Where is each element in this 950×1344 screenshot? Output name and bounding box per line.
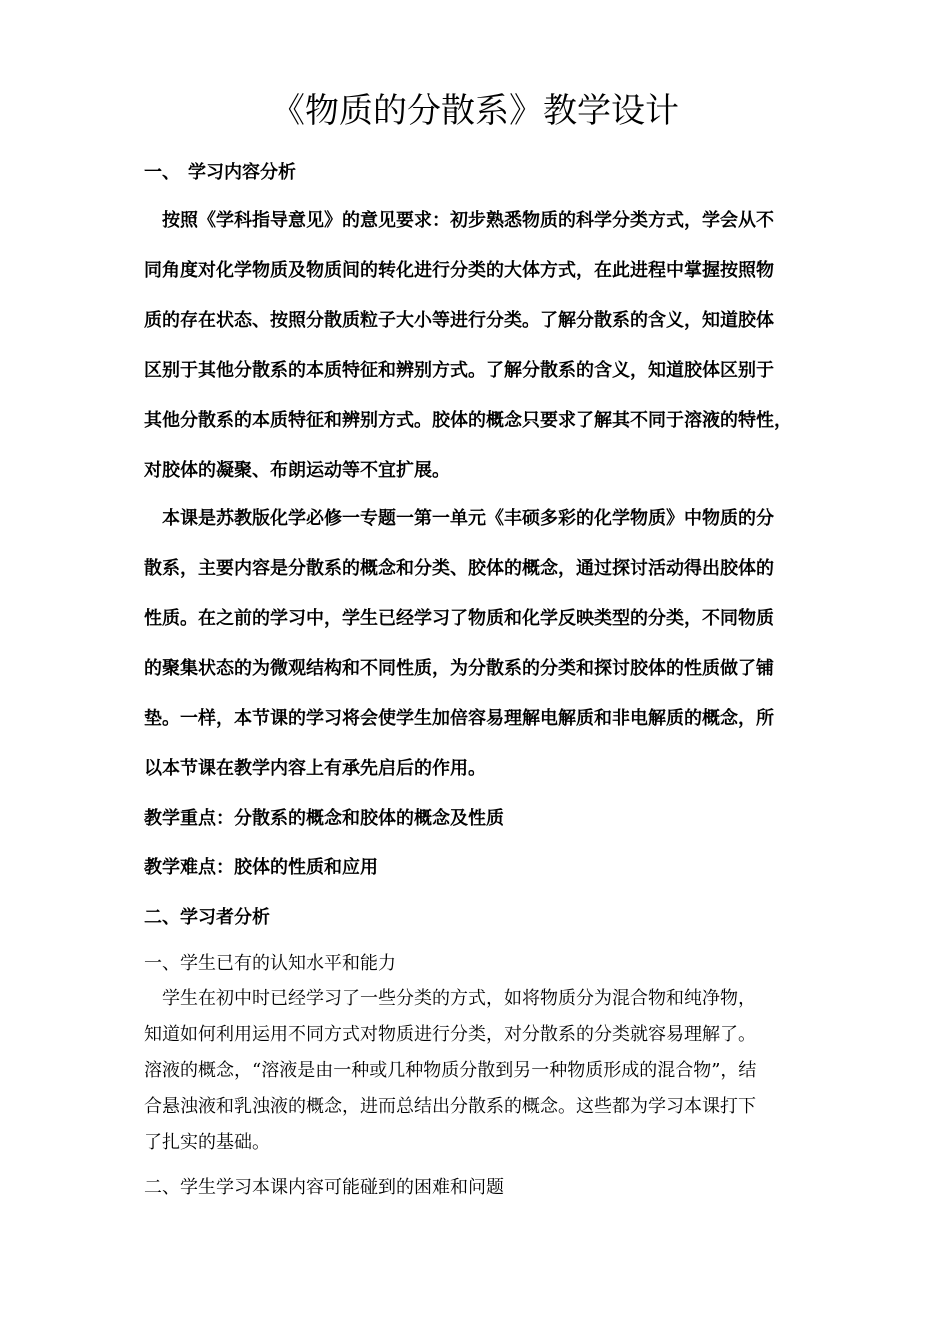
content-analysis-paragraph-2 — [144, 494, 824, 794]
learner-ability-paragraph — [144, 981, 824, 1161]
section-2-heading: 二、学习者分析 — [144, 907, 270, 928]
paragraph-line: 溶液的概念，“溶液是由一种或几种物质分散到另一种物质形成的混合物”，结 — [144, 1060, 757, 1081]
document-title: 《物质的分散系》教学设计 — [271, 91, 679, 131]
section-1-number: 一、 — [144, 162, 180, 183]
paragraph-line: 质的存在状态、按照分散质粒子大小等进行分类。了解分散系的含义，知道胶体 — [144, 310, 774, 331]
paragraph-line: 区别于其他分散系的本质特征和辨别方式。了解分散系的含义，知道胶体区别于 — [144, 360, 774, 381]
teaching-key-point: 教学重点：分散系的概念和胶体的概念及性质 — [144, 808, 504, 829]
paragraph-line: 性质。在之前的学习中，学生已经学习了物质和化学反映类型的分类，不同物质 — [144, 608, 774, 629]
paragraph-line: 以本节课在教学内容上有承先启后的作用。 — [144, 758, 486, 779]
paragraph-line: 知道如何利用运用不同方式对物质进行分类，对分散系的分类就容易理解了。 — [144, 1024, 756, 1045]
paragraph-line: 按照《学科指导意见》的意见要求：初步熟悉物质的科学分类方式，学会从不 — [144, 210, 774, 231]
teaching-difficult-point: 教学难点：胶体的性质和应用 — [144, 857, 378, 878]
paragraph-line: 合悬浊液和乳浊液的概念，进而总结出分散系的概念。这些都为学习本课打下 — [144, 1096, 756, 1117]
paragraph-line: 垫。一样，本节课的学习将会使学生加倍容易理解电解质和非电解质的概念，所 — [144, 708, 774, 729]
paragraph-line: 了扎实的基础。 — [144, 1132, 270, 1153]
paragraph-line: 的聚集状态的为微观结构和不同性质，为分散系的分类和探讨胶体的性质做了铺 — [144, 658, 774, 679]
paragraph-line: 本课是苏教版化学必修一专题一第一单元《丰硕多彩的化学物质》中物质的分 — [144, 508, 774, 529]
content-analysis-paragraph-1 — [144, 196, 824, 496]
paragraph-line: 同角度对化学物质及物质间的转化进行分类的大体方式，在此进程中掌握按照物 — [144, 260, 774, 281]
paragraph-line: 对胶体的凝聚、布朗运动等不宜扩展。 — [144, 460, 450, 481]
paragraph-line: 散系，主要内容是分散系的概念和分类、胶体的概念，通过探讨活动得出胶体的 — [144, 558, 774, 579]
learner-ability-subheading: 一、学生已有的认知水平和能力 — [144, 953, 396, 974]
section-1-heading — [144, 160, 296, 186]
paragraph-line: 其他分散系的本质特征和辨别方式。胶体的概念只要求了解其不同于溶液的特性， — [144, 410, 792, 431]
section-1-title: 学习内容分析 — [188, 162, 296, 183]
paragraph-line: 学生在初中时已经学习了一些分类的方式，如将物质分为混合物和纯净物， — [144, 988, 756, 1009]
learner-difficulties-subheading: 二、学生学习本课内容可能碰到的困难和问题 — [144, 1177, 504, 1198]
